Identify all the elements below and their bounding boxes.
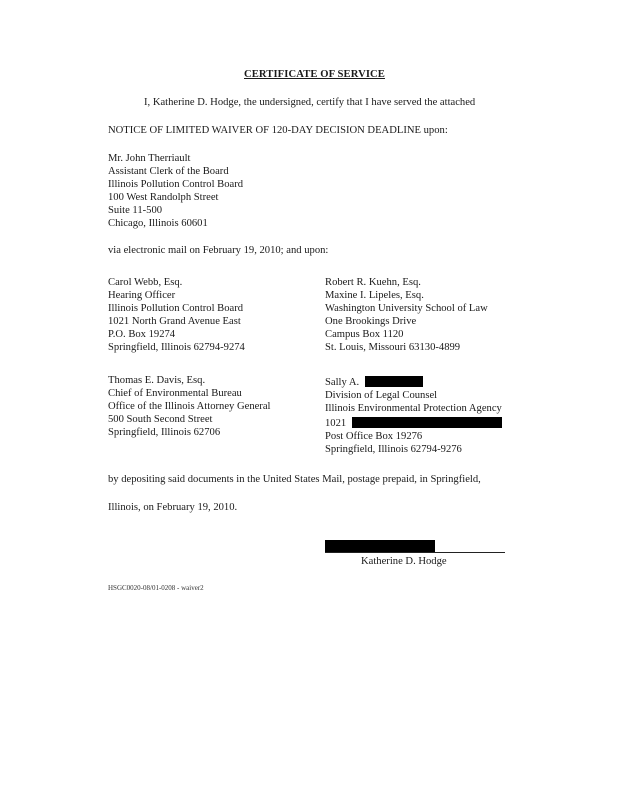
address-line: St. Louis, Missouri 63130-4899	[325, 342, 461, 353]
address-line: Maxine I. Lipeles, Esq.	[325, 290, 424, 301]
address-line: Illinois Pollution Control Board	[108, 179, 244, 190]
name-prefix: Sally A.	[325, 377, 360, 388]
signer-name: Katherine D. Hodge	[361, 556, 447, 567]
address-line: Assistant Clerk of the Board	[108, 166, 229, 177]
address-line: Campus Box 1120	[325, 329, 404, 340]
address-line: 500 South Second Street	[108, 414, 213, 425]
address-line: Office of the Illinois Attorney General	[108, 401, 271, 412]
signature-line	[325, 552, 505, 553]
address-line: Springfield, Illinois 62794-9276	[325, 444, 462, 455]
address-line-name	[325, 374, 502, 389]
redaction-bar	[365, 376, 423, 387]
deposit-line-1: by depositing said documents in the United States Mail, postage prepaid, in Springfield,	[108, 474, 481, 485]
address-line: Springfield, Illinois 62794-9274	[108, 342, 245, 353]
address-line: Post Office Box 19276	[325, 431, 423, 442]
intro-line-2: NOTICE OF LIMITED WAIVER OF 120-DAY DECISION DEADLINE upon:	[108, 125, 448, 136]
address-line: Illinois Environmental Protection Agency	[325, 403, 502, 414]
deposit-line-2: Illinois, on February 19, 2010.	[108, 502, 238, 513]
left-address-2	[108, 374, 271, 439]
street-prefix: 1021	[325, 418, 347, 429]
address-line: Thomas E. Davis, Esq.	[108, 375, 206, 386]
address-line: One Brookings Drive	[325, 316, 417, 327]
address-line: P.O. Box 19274	[108, 329, 176, 340]
address-line: Illinois Pollution Control Board	[108, 303, 244, 314]
address-line: Carol Webb, Esq.	[108, 277, 183, 288]
document-footer-code: HSGC0020-08/01-0208 - waiver2	[108, 584, 204, 592]
address-line: Robert R. Kuehn, Esq.	[325, 277, 421, 288]
electronic-mail-line: via electronic mail on February 19, 2010; and upon:	[108, 245, 329, 256]
address-line: 1021 North Grand Avenue East	[108, 316, 241, 327]
address-line: Chicago, Illinois 60601	[108, 218, 208, 229]
address-line: Chief of Environmental Bureau	[108, 388, 242, 399]
left-address-1	[108, 276, 245, 354]
address-line: Division of Legal Counsel	[325, 390, 438, 401]
right-address-2	[325, 374, 502, 456]
address-line: 100 West Randolph Street	[108, 192, 219, 203]
redaction-bar	[352, 417, 502, 428]
right-address-1	[325, 276, 488, 354]
address-line: Suite 11-500	[108, 205, 163, 216]
first-recipient-address	[108, 152, 243, 230]
address-line: Hearing Officer	[108, 290, 176, 301]
address-line: Mr. John Therriault	[108, 153, 191, 164]
intro-line-1: I, Katherine D. Hodge, the undersigned, certify that I have served the attached	[144, 97, 476, 108]
certificate-title: CERTIFICATE OF SERVICE	[244, 69, 385, 80]
address-line: Washington University School of Law	[325, 303, 488, 314]
address-line: Springfield, Illinois 62706	[108, 427, 221, 438]
address-line-street	[325, 415, 502, 430]
